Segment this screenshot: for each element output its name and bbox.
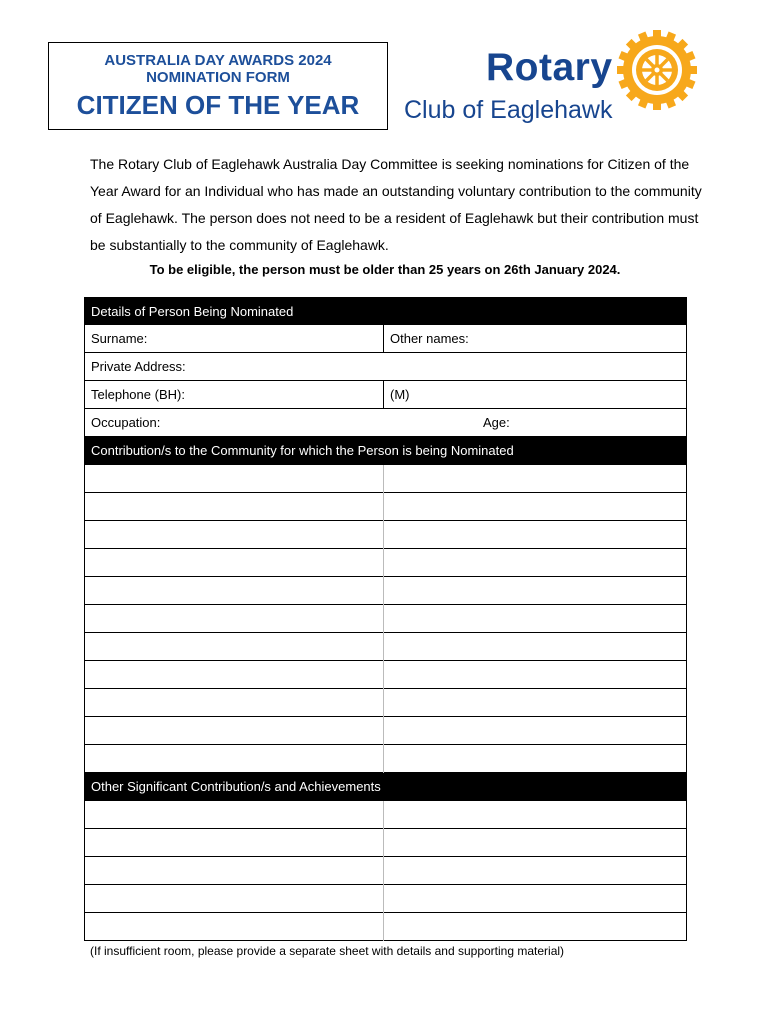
row-occupation bbox=[84, 409, 687, 437]
surname-field[interactable]: Surname: bbox=[85, 325, 384, 352]
other-contribution-line[interactable] bbox=[84, 885, 687, 913]
title-box bbox=[48, 42, 388, 130]
contribution-line[interactable] bbox=[84, 521, 687, 549]
contribution-line[interactable] bbox=[84, 465, 687, 493]
contribution-line[interactable] bbox=[84, 689, 687, 717]
form-heading: NOMINATION FORM bbox=[146, 69, 290, 86]
section-other-header: Other Significant Contribution/s and Achievements bbox=[84, 773, 687, 801]
logo-club-name: Club of Eaglehawk bbox=[404, 96, 613, 124]
contribution-line[interactable] bbox=[84, 549, 687, 577]
age-field[interactable]: Age: bbox=[483, 415, 510, 430]
other-names-field[interactable]: Other names: bbox=[390, 331, 469, 346]
awards-heading: AUSTRALIA DAY AWARDS 2024 bbox=[104, 52, 332, 69]
rotary-wheel-icon bbox=[615, 28, 699, 112]
contribution-line[interactable] bbox=[84, 577, 687, 605]
section-details-header: Details of Person Being Nominated bbox=[84, 297, 687, 325]
eligibility-note: To be eligible, the person must be older than 25 years on 26th January 2024. bbox=[149, 262, 621, 277]
address-field[interactable]: Private Address: bbox=[91, 359, 186, 374]
contribution-line[interactable] bbox=[84, 745, 687, 773]
contribution-line[interactable] bbox=[84, 493, 687, 521]
nomination-form bbox=[84, 297, 687, 941]
footer-note: (If insufficient room, please provide a separate sheet with details and supporting material) bbox=[90, 944, 565, 958]
occupation-field[interactable]: Occupation: bbox=[91, 415, 161, 430]
row-telephone bbox=[84, 381, 687, 409]
contribution-lines bbox=[84, 465, 687, 773]
other-contribution-lines bbox=[84, 801, 687, 941]
contribution-line[interactable] bbox=[84, 717, 687, 745]
contribution-line[interactable] bbox=[84, 661, 687, 689]
row-address bbox=[84, 353, 687, 381]
page-title: CITIZEN OF THE YEAR bbox=[76, 90, 360, 120]
other-contribution-line[interactable] bbox=[84, 801, 687, 829]
contribution-line[interactable] bbox=[84, 605, 687, 633]
contribution-line[interactable] bbox=[84, 633, 687, 661]
section-contribution-header: Contribution/s to the Community for which the Person is being Nominated bbox=[84, 437, 687, 465]
telephone-bh-field[interactable]: Telephone (BH): bbox=[85, 381, 384, 408]
other-contribution-line[interactable] bbox=[84, 913, 687, 941]
rotary-logo bbox=[400, 28, 700, 128]
intro-paragraph: The Rotary Club of Eaglehawk Australia Day Committee is seeking nominations for Citizen of the Year Award for an Individual who has made an outstanding voluntary contribution to the community of Eaglehawk. The person does not need to be a resident of Eaglehawk but their contribution must be substantially to the community of Eaglehawk. bbox=[90, 156, 702, 253]
other-contribution-line[interactable] bbox=[84, 857, 687, 885]
other-contribution-line[interactable] bbox=[84, 829, 687, 857]
telephone-mobile-field[interactable]: (M) bbox=[390, 387, 410, 402]
logo-brand: Rotary bbox=[486, 46, 613, 89]
row-names bbox=[84, 325, 687, 353]
